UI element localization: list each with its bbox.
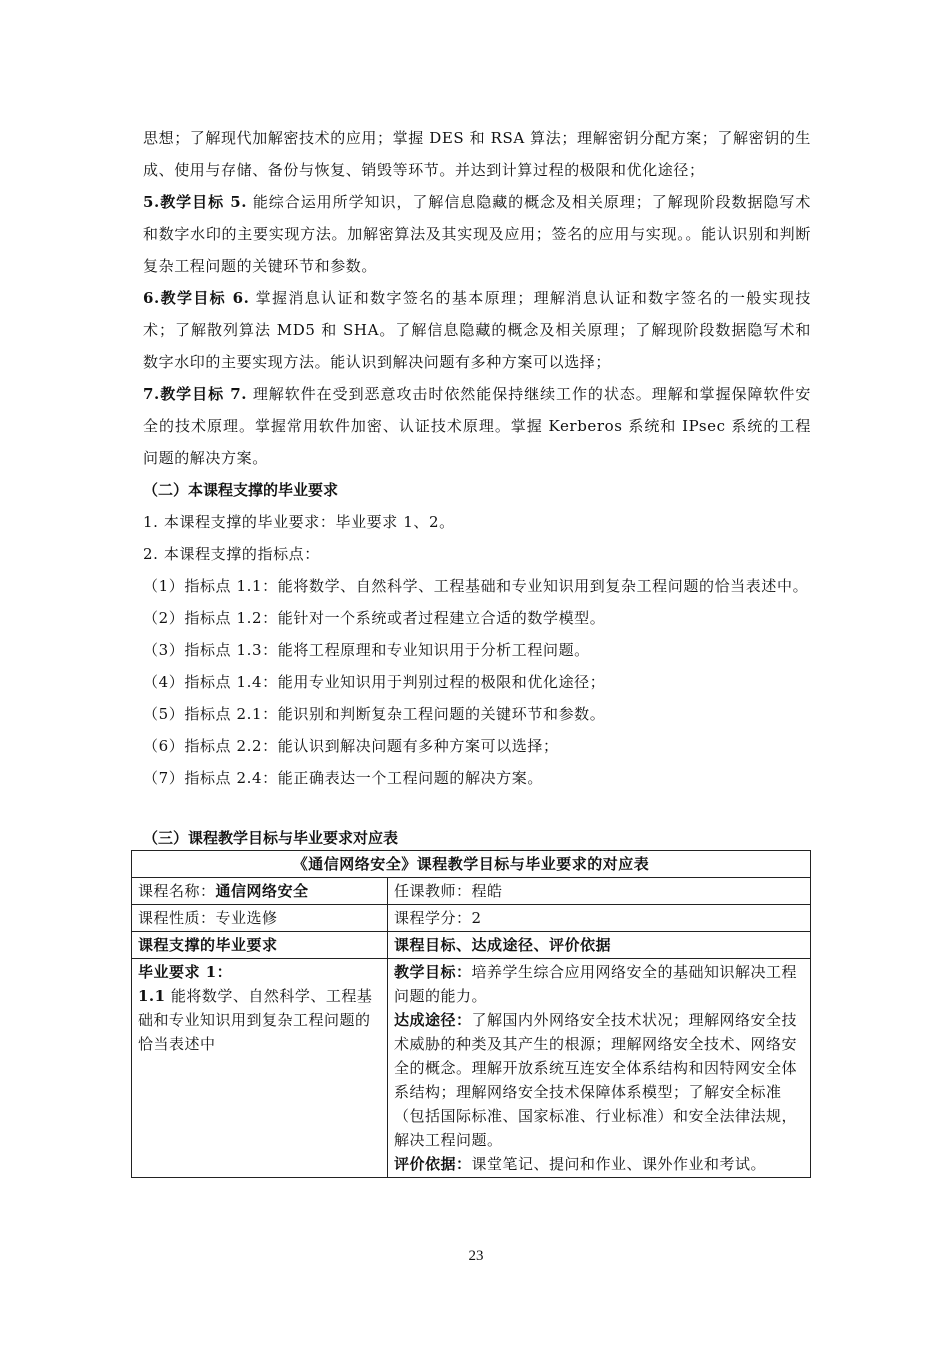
goal-5-paragraph	[143, 186, 811, 282]
table-title: 《通信网络安全》课程教学目标与毕业要求的对应表	[132, 851, 811, 878]
indicator-item: （6）指标点 2.2：能认识到解决问题有多种方案可以选择；	[143, 737, 559, 755]
teacher-cell: 任课教师：程皓	[388, 878, 811, 905]
course-name-cell	[132, 878, 388, 905]
section-2-heading: （二）本课程支撑的毕业要求	[143, 481, 339, 499]
indicator-item: （2）指标点 1.2：能针对一个系统或者过程建立合适的数学模型。	[143, 609, 606, 627]
goal-7-paragraph	[143, 378, 811, 474]
teaching-goal-text: 培养学生综合应用网络安全的基础知识解决工程问题的能力。	[394, 963, 798, 1005]
section-3-heading: （三）课程教学目标与毕业要求对应表	[143, 829, 399, 847]
mapping-table	[131, 850, 811, 1178]
course-name-value: 通信网络安全	[215, 882, 309, 900]
evaluation-basis-text: 课堂笔记、提问和作业、课外作业和考试。	[471, 1155, 767, 1173]
requirement-line-1: 1. 本课程支撑的毕业要求：毕业要求 1、2。	[143, 513, 455, 531]
column-header-requirements: 课程支撑的毕业要求	[132, 932, 388, 959]
indicator-item: （1）指标点 1.1：能将数学、自然科学、工程基础和专业知识用到复杂工程问题的恰当表述中。	[143, 577, 809, 595]
page-body	[143, 122, 811, 794]
intro-paragraph: 思想；了解现代加解密技术的应用；掌握 DES 和 RSA 算法；理解密钥分配方案；了解密钥的生成、使用与存储、备份与恢复、销毁等环节。并达到计算过程的极限和优化途径；	[143, 129, 811, 179]
achievement-path	[394, 1008, 804, 1152]
goal-6-label: 6.教学目标 6.	[143, 289, 250, 307]
column-header-goals: 课程目标、达成途径、评价依据	[388, 932, 811, 959]
indicator-item: （3）指标点 1.3：能将工程原理和专业知识用于分析工程问题。	[143, 641, 590, 659]
page-number: 23	[468, 1248, 484, 1264]
course-name-label: 课程名称：	[138, 882, 216, 900]
evaluation-basis-label: 评价依据：	[394, 1155, 472, 1173]
requirement-cell	[132, 959, 388, 1178]
indicator-item: （7）指标点 2.4：能正确表达一个工程问题的解决方案。	[143, 769, 543, 787]
goals-cell	[388, 959, 811, 1178]
achievement-path-text: 了解国内外网络安全技术状况；理解网络安全技术威胁的种类及其产生的根源；理解网络安全技术、网络安全的概念。理解开放系统互连安全体系结构和因特网安全体系结构；理解网络安全技术保障体系模型；了解安全标准（包括国际标准、国家标准、行业标准）和安全法律法规，解决工程问题。	[394, 1011, 798, 1149]
requirement-line-2: 2. 本课程支撑的指标点：	[143, 545, 320, 563]
credits-cell: 课程学分：2	[388, 905, 811, 932]
achievement-path-label: 达成途径：	[394, 1011, 472, 1029]
teaching-goal	[394, 960, 804, 1008]
indicator-item: （4）指标点 1.4：能用专业知识用于判别过程的极限和优化途径；	[143, 673, 606, 691]
goal-7-label: 7.教学目标 7.	[143, 385, 248, 403]
evaluation-basis	[394, 1152, 804, 1176]
requirement-title: 毕业要求 1：	[138, 963, 233, 981]
teaching-goal-label: 教学目标：	[394, 963, 472, 981]
requirement-number: 1.1	[138, 987, 166, 1005]
goal-7-text: 理解软件在受到恶意攻击时依然能保持继续工作的状态。理解和掌握保障软件安全的技术原理。掌握常用软件加密、认证技术原理。掌握 Kerberos 系统和 IPsec 系统的工程问题的解决方案。	[143, 385, 811, 467]
requirement-text: 能将数学、自然科学、工程基础和专业知识用到复杂工程问题的恰当表述中	[138, 987, 373, 1053]
indicator-item: （5）指标点 2.1：能识别和判断复杂工程问题的关键环节和参数。	[143, 705, 606, 723]
goal-5-label: 5.教学目标 5.	[143, 193, 248, 211]
goal-5-text: 能综合运用所学知识，了解信息隐藏的概念及相关原理；了解现阶段数据隐写术和数字水印的主要实现方法。加解密算法及其实现及应用；签名的应用与实现。。能认识别和判断复杂工程问题的关键环节和参数。	[143, 193, 811, 275]
goal-6-text: 掌握消息认证和数字签名的基本原理；理解消息认证和数字签名的一般实现技术；了解散列算法 MD5 和 SHA。了解信息隐藏的概念及相关原理；了解现阶段数据隐写术和数字水印的主要实现方法。能认识到解决问题有多种方案可以选择；	[143, 289, 811, 371]
requirement-detail	[138, 984, 381, 1056]
course-nature-cell: 课程性质：专业选修	[132, 905, 388, 932]
goal-6-paragraph	[143, 282, 811, 378]
